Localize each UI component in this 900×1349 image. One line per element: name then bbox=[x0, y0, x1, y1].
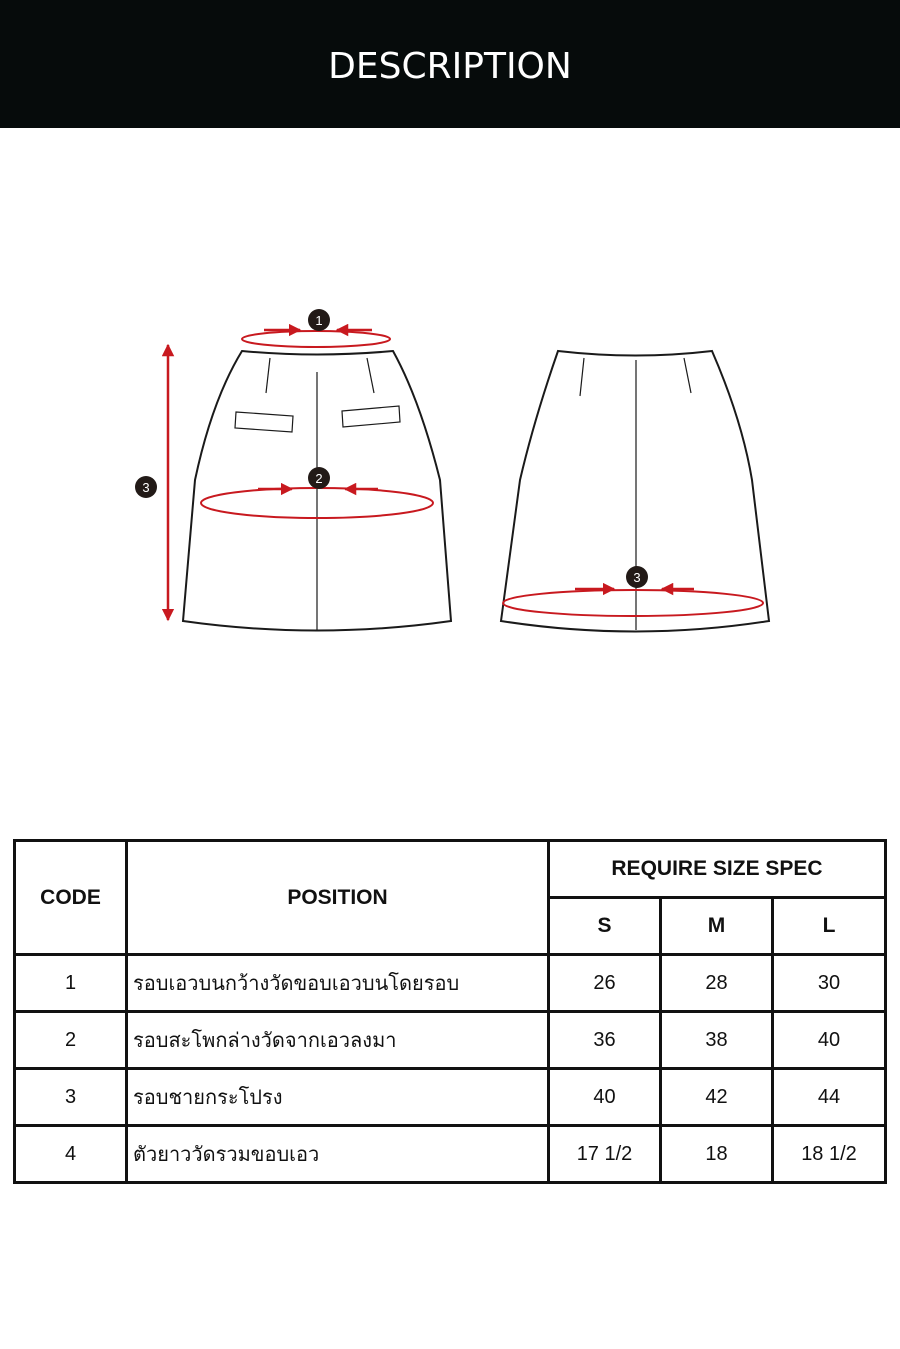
marker-2 bbox=[308, 467, 330, 489]
measure-length bbox=[135, 345, 168, 620]
table-row bbox=[15, 1069, 886, 1126]
page-title: DESCRIPTION bbox=[328, 45, 572, 87]
spec-header: REQUIRE SIZE SPEC bbox=[549, 841, 886, 898]
row-code: 2 bbox=[15, 1012, 127, 1069]
size-header-s: S bbox=[549, 898, 661, 955]
table-row bbox=[15, 955, 886, 1012]
svg-text:1: 1 bbox=[315, 313, 323, 328]
row-value-s: 36 bbox=[549, 1012, 661, 1069]
row-value-l: 44 bbox=[773, 1069, 886, 1126]
row-value-s: 17 1/2 bbox=[549, 1126, 661, 1183]
page-header bbox=[0, 0, 900, 128]
row-value-m: 42 bbox=[661, 1069, 773, 1126]
row-code: 1 bbox=[15, 955, 127, 1012]
row-value-m: 28 bbox=[661, 955, 773, 1012]
skirt-front-view bbox=[183, 351, 451, 631]
marker-3-length bbox=[135, 476, 157, 498]
position-header: POSITION bbox=[127, 841, 549, 955]
row-value-s: 26 bbox=[549, 955, 661, 1012]
row-value-l: 18 1/2 bbox=[773, 1126, 886, 1183]
size-spec-table bbox=[13, 839, 887, 1184]
svg-text:3: 3 bbox=[142, 480, 150, 495]
size-header-l: L bbox=[773, 898, 886, 955]
skirt-measurement-diagram bbox=[0, 300, 900, 660]
row-position: ตัวยาววัดรวมขอบเอว bbox=[127, 1126, 549, 1183]
row-value-l: 40 bbox=[773, 1012, 886, 1069]
row-value-m: 38 bbox=[661, 1012, 773, 1069]
row-value-l: 30 bbox=[773, 955, 886, 1012]
row-position: รอบเอวบนกว้างวัดขอบเอวบนโดยรอบ bbox=[127, 955, 549, 1012]
table-row bbox=[15, 1126, 886, 1183]
table-header-row bbox=[15, 841, 886, 898]
row-position: รอบสะโพกล่างวัดจากเอวลงมา bbox=[127, 1012, 549, 1069]
svg-text:3: 3 bbox=[633, 570, 641, 585]
measure-waist bbox=[242, 309, 390, 347]
row-value-s: 40 bbox=[549, 1069, 661, 1126]
code-header: CODE bbox=[15, 841, 127, 955]
row-code: 3 bbox=[15, 1069, 127, 1126]
size-header-m: M bbox=[661, 898, 773, 955]
marker-3-hem bbox=[626, 566, 648, 588]
marker-1 bbox=[308, 309, 330, 331]
row-position: รอบชายกระโปรง bbox=[127, 1069, 549, 1126]
table-row bbox=[15, 1012, 886, 1069]
row-code: 4 bbox=[15, 1126, 127, 1183]
row-value-m: 18 bbox=[661, 1126, 773, 1183]
svg-text:2: 2 bbox=[315, 471, 323, 486]
